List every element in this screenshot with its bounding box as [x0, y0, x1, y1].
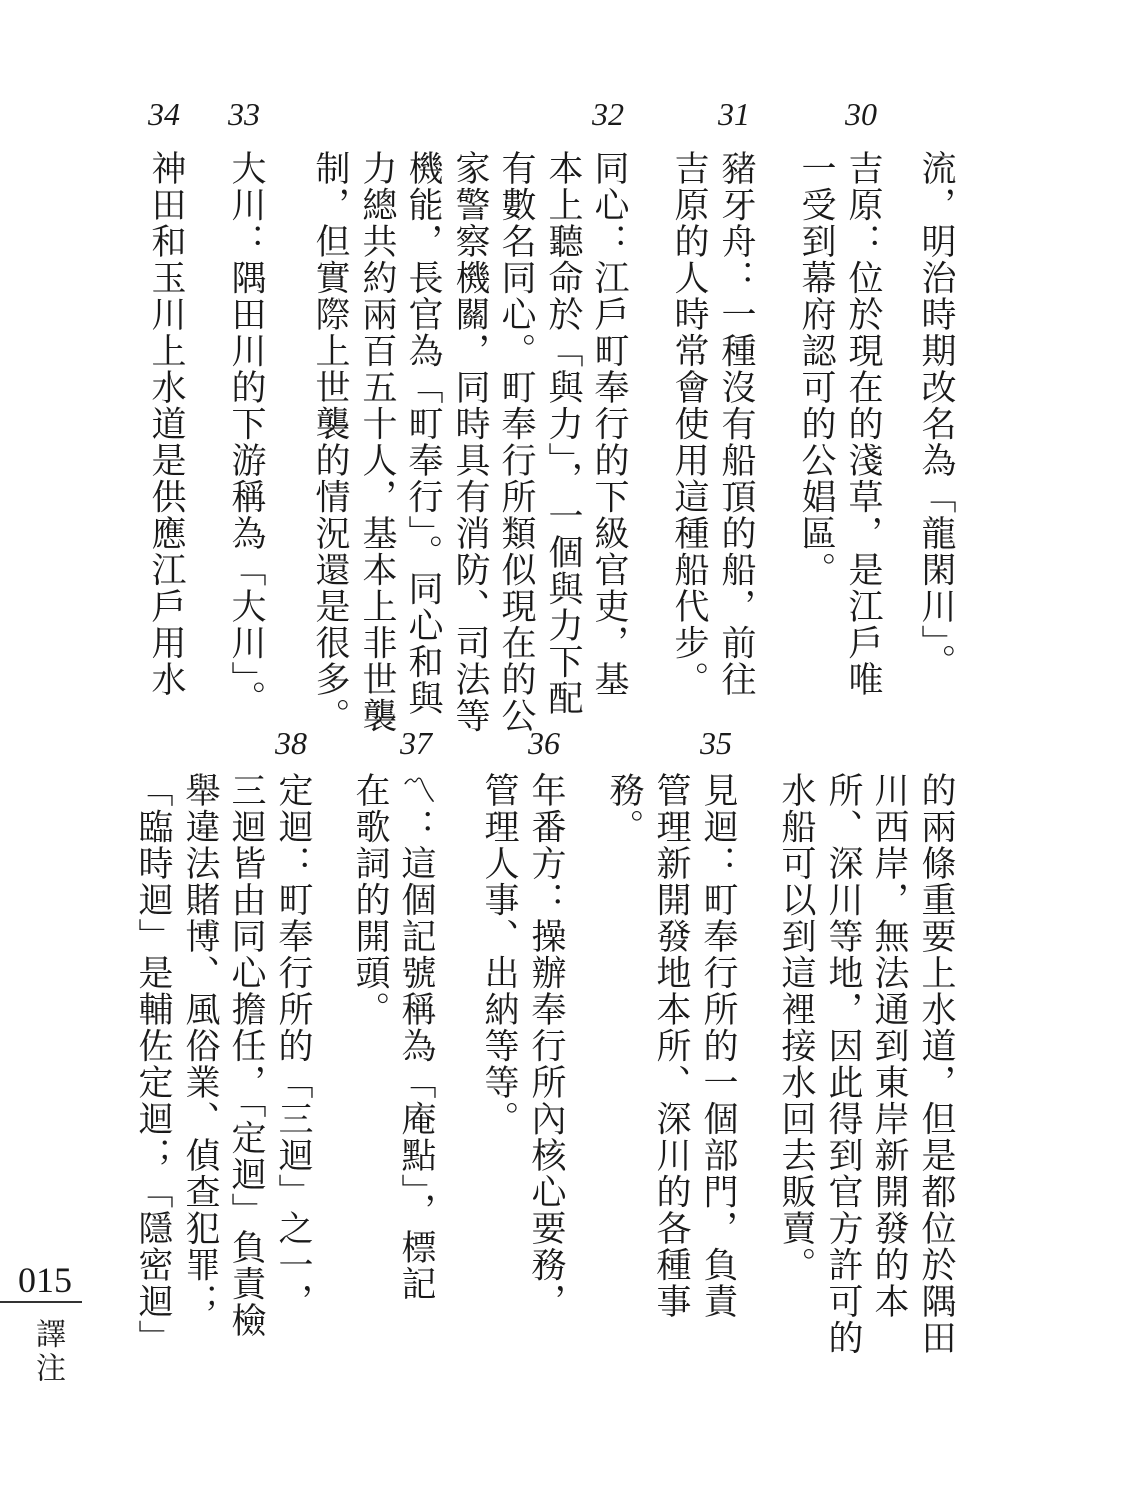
note-36-line-1: 年番方：操辦奉行所內核心要務，	[526, 772, 566, 1320]
note-32-line-5: 機能，長官為「町奉行」。同心和與	[403, 150, 443, 717]
note-line: 流，明治時期改名為「龍閑川」。	[916, 150, 956, 680]
note-35-line-3: 務。	[604, 772, 644, 845]
note-number-36: 36	[528, 725, 560, 761]
section-title: 譯注	[30, 1318, 65, 1386]
note-number-30: 30	[845, 96, 877, 132]
folio-divider	[0, 1301, 82, 1303]
note-number-31: 31	[718, 96, 750, 132]
note-34-line-4: 所、深川等地，因此得到官方許可的	[823, 772, 863, 1356]
note-number-35: 35	[700, 725, 732, 761]
note-31-line-2: 吉原的人時常會使用這種船代步。	[669, 150, 709, 698]
note-number-33: 33	[228, 96, 260, 132]
note-32-line-6: 力總共約兩百五十人，基本上非世襲	[357, 150, 397, 734]
note-number-32: 32	[592, 96, 624, 132]
note-33-line-1: 大川：隅田川的下游稱為「大川」。	[226, 150, 266, 717]
note-35-line-2: 管理新開發地本所、深川的各種事	[651, 772, 691, 1320]
note-35-line-1: 見迴：町奉行所的一個部門，負責	[698, 772, 738, 1320]
note-32-line-7: 制，但實際上世襲的情況還是很多。	[310, 150, 350, 734]
note-number-34: 34	[148, 96, 180, 132]
note-34-line-1: 神田和玉川上水道是供應江戶用水	[146, 150, 186, 698]
note-37-line-1: 〽：這個記號稱為「庵點」，標記	[396, 772, 436, 1302]
note-37-line-2: 在歌詞的開頭。	[350, 772, 390, 1028]
note-32-line-3: 有數名同心。町奉行所類似現在的公	[496, 150, 536, 734]
note-32-line-1: 同心：江戶町奉行的下級官吏，基	[589, 150, 629, 698]
note-32-line-2: 本上聽命於「與力」，一個與力下配	[543, 150, 583, 717]
note-34-line-5: 水船可以到這裡接水回去販賣。	[776, 772, 816, 1283]
note-38-line-1: 定迴：町奉行所的「三迴」之一，	[273, 772, 313, 1320]
page-number: 015	[18, 1260, 72, 1300]
note-38-line-4: 「臨時迴」是輔佐定迴；「隱密迴」	[133, 772, 173, 1356]
note-34-line-3: 川西岸，無法通到東岸新開發的本	[869, 772, 909, 1320]
note-34-line-2: 的兩條重要上水道，但是都位於隅田	[916, 772, 956, 1356]
note-number-37: 37	[400, 725, 432, 761]
note-30-line-1: 吉原：位於現在的淺草，是江戶唯	[843, 150, 883, 698]
note-30-line-2: 一受到幕府認可的公娼區。	[796, 150, 836, 588]
note-32-line-4: 家警察機關，同時具有消防、司法等	[450, 150, 490, 734]
note-31-line-1: 豬牙舟：一種沒有船頂的船，前往	[716, 150, 756, 698]
note-36-line-2: 管理人事、出納等等。	[479, 772, 519, 1137]
note-number-38: 38	[275, 725, 307, 761]
note-38-line-2: 三迴皆由同心擔任，「定迴」負責檢	[226, 772, 266, 1339]
note-38-line-3: 舉違法賭博、風俗業、偵查犯罪；	[180, 772, 220, 1320]
